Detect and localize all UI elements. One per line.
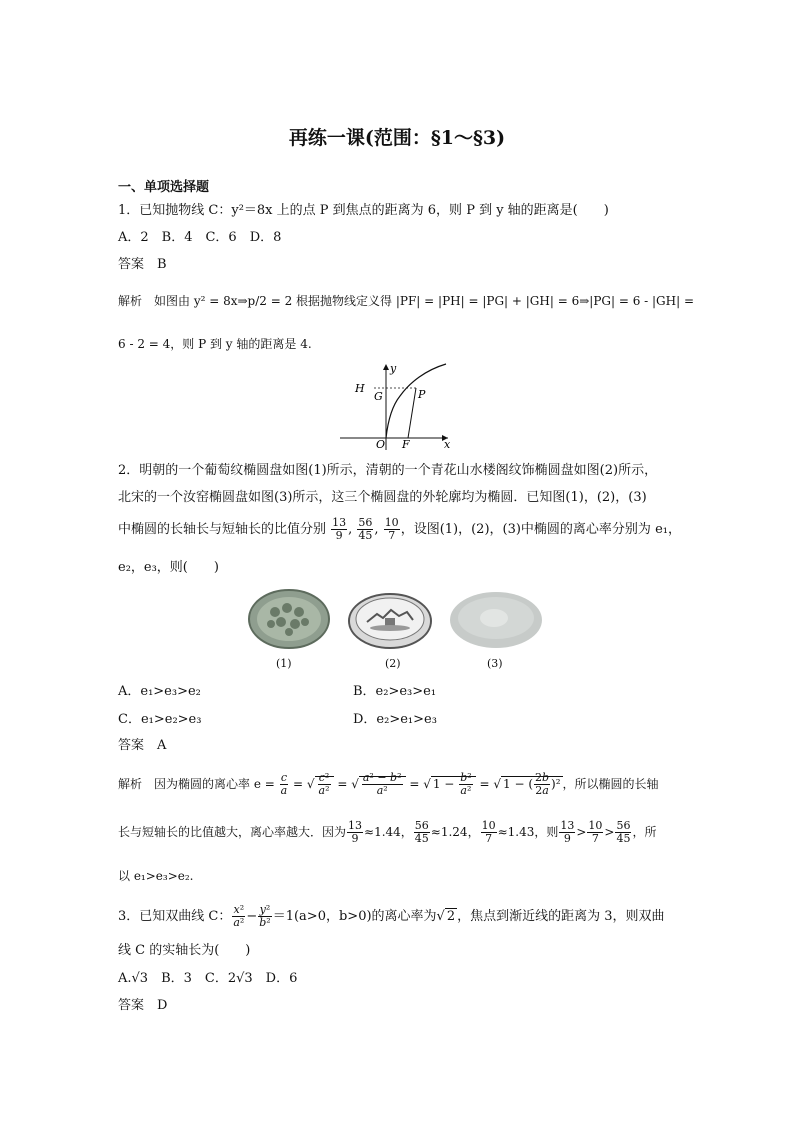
label-O: O	[376, 438, 386, 451]
q2-stem-line1: 2．明朝的一个葡萄纹椭圆盘如图(1)所示，清朝的一个青花山水楼阁纹饰椭圆盘如图(2)所示，	[118, 463, 658, 478]
q3-answer: 答案 D	[118, 998, 168, 1013]
plate-image-3	[448, 588, 544, 650]
q1-answer: 答案 B	[118, 257, 167, 272]
section-heading: 一、单项选择题	[118, 180, 210, 195]
q2-analysis-line2: 长与短轴长的比值越大，离心率越大．因为 $\frac{13}{9}$ ≈1.44， $\frac{56}{45}$ ≈1.24， $\frac{10}{7}$ ≈1.43，则 $\frac{13}{9}$ > $\frac{10}{7}$ > $\frac{56}{45}$ ，所	[118, 819, 657, 845]
label-P: P	[418, 388, 426, 401]
q2-stem-line4: e₂，e₃，则( )	[118, 560, 219, 575]
plate-image-1	[247, 588, 331, 650]
parabola-figure	[336, 360, 456, 452]
q2-option-b: B．e₂>e₃>e₁	[353, 684, 437, 699]
page-title: 再练一课(范围：§1～§3)	[288, 127, 506, 149]
q3-stem-line1: 3．已知双曲线 C： $\frac{\text{x²}}{\text{a²}}$ − $\frac{\text{y²}}{\text{b²}}$ ＝1(a>0，b>0)的离心率为√ 2 ，焦点到渐近线的距离为 3，则双曲	[118, 903, 665, 929]
q2-stem-line2: 北宋的一个汝窑椭圆盘如图(3)所示，这三个椭圆盘的外轮廓均为椭圆．已知图(1)，(2)，(3)	[118, 490, 647, 505]
q2-stem-line3: 中椭圆的长轴长与短轴长的比值分别 $\frac{13}{9}$ , $\frac{56}{45}$ , $\frac{10}{7}$ ，设图(1)，(2)，(3)中椭圆的离心率分别为 e₁，	[118, 516, 681, 542]
q1-stem: 1．已知抛物线 C：y²＝8x 上的点 P 到焦点的距离为 6，则 P 到 y 轴的距离是( )	[118, 203, 609, 218]
caption-1: (1)	[276, 657, 292, 670]
label-F: F	[402, 438, 410, 451]
q2-analysis-line1: 解析 因为椭圆的离心率 e = $\frac{c}{a}$ = √ $\frac{\text{c²}}{\text{a²}}$ = √ $\frac{\text{a² − b²}}{\text{a²}}$ = √ 1 − $\frac{\text{b²}}{\text{a²}}$ = √ 1 − ( $\frac{2b}{2a}$ )² ，所以椭圆的长轴	[118, 771, 659, 797]
caption-2: (2)	[385, 657, 401, 670]
q1-options: A．2 B．4 C．6 D．8	[118, 230, 282, 245]
q2-option-a: A．e₁>e₃>e₂	[118, 684, 201, 699]
caption-3: (3)	[487, 657, 503, 670]
label-H: H	[355, 382, 365, 395]
plate-image-2	[347, 588, 433, 650]
q2-answer: 答案 A	[118, 738, 167, 753]
q2-option-d: D．e₂>e₁>e₃	[353, 712, 437, 727]
label-G: G	[374, 390, 383, 403]
y-axis-label: y	[390, 362, 397, 375]
q1-analysis-line2: 6 - 2 = 4，则 P 到 y 轴的距离是 4.	[118, 337, 312, 351]
q1-analysis-line1: 解析 如图由 y² = 8x⇒p/2 = 2 根据抛物线定义得 |PF| = |PH| = |PG| + |GH| = 6⇒|PG| = 6 - |GH| =	[118, 294, 695, 308]
q2-option-c: C．e₁>e₂>e₃	[118, 712, 202, 727]
q2-analysis-line3: 以 e₁>e₃>e₂.	[118, 869, 194, 883]
q3-stem-line2: 线 C 的实轴长为( )	[118, 943, 251, 958]
q3-options: A.√3 B．3 C．2√3 D．6	[118, 971, 298, 986]
x-axis-label: x	[444, 438, 451, 451]
